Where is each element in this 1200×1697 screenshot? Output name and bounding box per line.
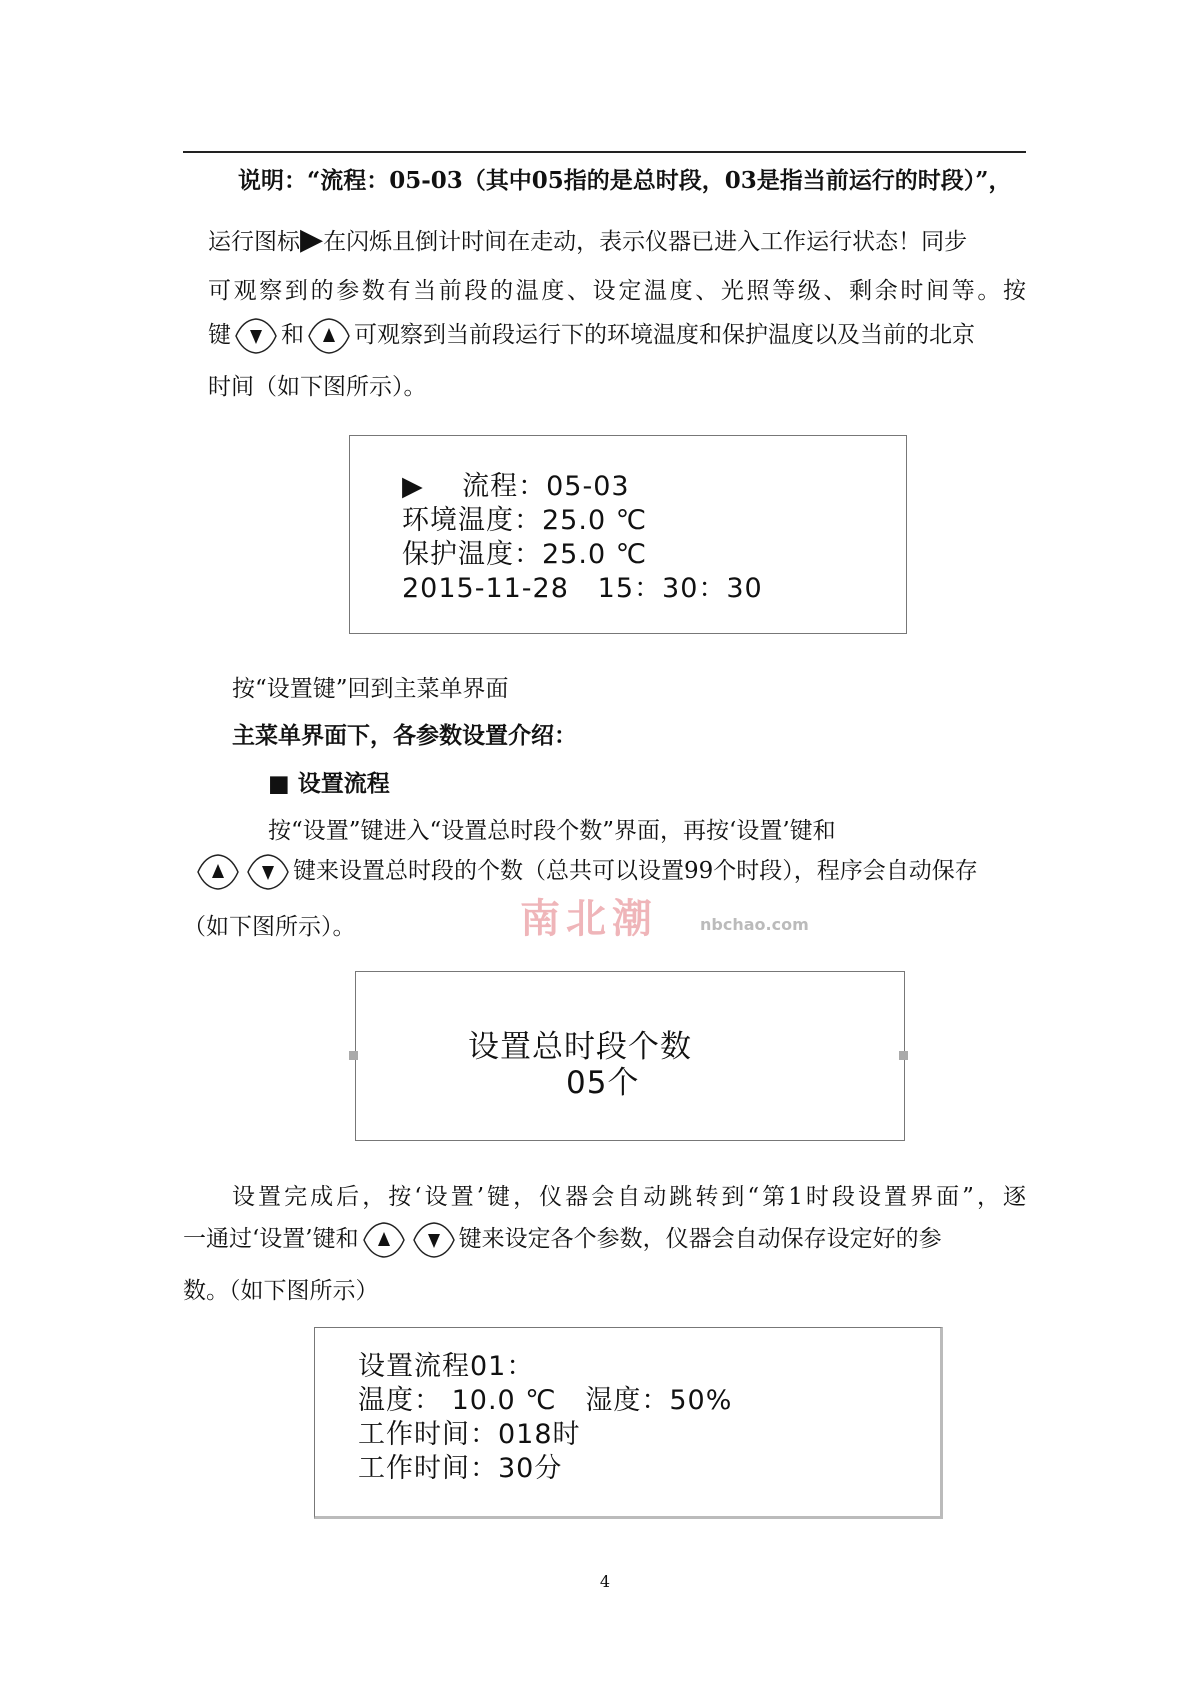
lcd-row: 环境温度：25.0 ℃ (402, 505, 648, 536)
lcd-screen-segment-setup (314, 1327, 943, 1519)
bullet-label: 设置流程 (297, 770, 390, 797)
para2-line-3: （如下图所示）。 (183, 914, 356, 940)
para3-line-1: 设置完成后，按‘设置’键，仪器会自动跳转到“第1时段设置界面”，逐 (232, 1184, 1026, 1210)
text: 运行图标 (208, 229, 300, 255)
up-key-icon (195, 852, 241, 892)
lcd-row: 设置流程01： (358, 1351, 535, 1382)
para2-line-2 (193, 852, 978, 892)
square-bullet-icon: ■ (268, 770, 298, 797)
page-number: 4 (599, 1572, 611, 1591)
para3-line-2 (183, 1220, 942, 1260)
down-key-icon (233, 316, 279, 356)
down-key-icon (411, 1220, 457, 1260)
intro-line-3: 可观察到的参数有当前段的温度、设定温度、光照等级、剩余时间等。按 (208, 278, 1026, 304)
section-heading: 主菜单界面下，各参数设置介绍： (232, 722, 577, 749)
text: 在闪烁且倒计时间在走动，表示仪器已进入工作运行状态！同步 (323, 229, 968, 255)
text: 键来设定各个参数，仪器会自动保存设定好的参 (458, 1226, 942, 1252)
lcd-screen-status (349, 435, 907, 634)
resize-handle (349, 1051, 358, 1060)
text: 可观察到当前段运行下的环境温度和保护温度以及当前的北京 (354, 322, 975, 348)
resize-handle (899, 1051, 908, 1060)
text: 一通过‘设置’键和 (183, 1226, 359, 1252)
lcd-row: 设置总时段个数 (468, 1029, 692, 1065)
intro-line-5: 时间（如下图所示）。 (208, 374, 427, 400)
lcd-row: 05个 (566, 1065, 640, 1101)
return-menu-text: 按“设置键”回到主菜单界面 (232, 676, 509, 702)
text: 键来设置总时段的个数（总共可以设置99个时段），程序会自动保存 (293, 858, 978, 884)
text: 和 (281, 322, 304, 348)
bullet-item (268, 765, 390, 798)
watermark-logo: 南北潮 (520, 895, 658, 942)
lcd-row: 温度： 10.0 ℃ 湿度：50% (358, 1385, 733, 1416)
watermark-url: nbchao.com (700, 915, 809, 934)
para2-line-1: 按“设置”键进入“设置总时段个数”界面，再按‘设置’键和 (268, 818, 836, 844)
lcd-row: 保护温度：25.0 ℃ (402, 539, 648, 570)
run-triangle-icon: ▶ (300, 222, 324, 257)
text: 键 (208, 322, 231, 348)
lcd-row: 工作时间：30分 (358, 1453, 563, 1484)
lcd-screen-total-segments (355, 971, 905, 1141)
up-key-icon (361, 1220, 407, 1260)
lcd-row: 2015-11-28 15：30：30 (402, 573, 763, 604)
lcd-row: 工作时间：018时 (358, 1419, 581, 1450)
para3-line-3: 数。（如下图所示） (183, 1278, 379, 1304)
up-key-icon (306, 316, 352, 356)
intro-line-4 (208, 316, 975, 356)
down-key-icon (245, 852, 291, 892)
intro-line-1: 说明：“流程：05-03（其中05指的是总时段，03是指当前运行的时段）”， (238, 167, 1012, 194)
intro-line-2 (208, 222, 967, 257)
header-rule (183, 151, 1026, 153)
lcd-row: ▶ 流程：05-03 (402, 471, 630, 502)
